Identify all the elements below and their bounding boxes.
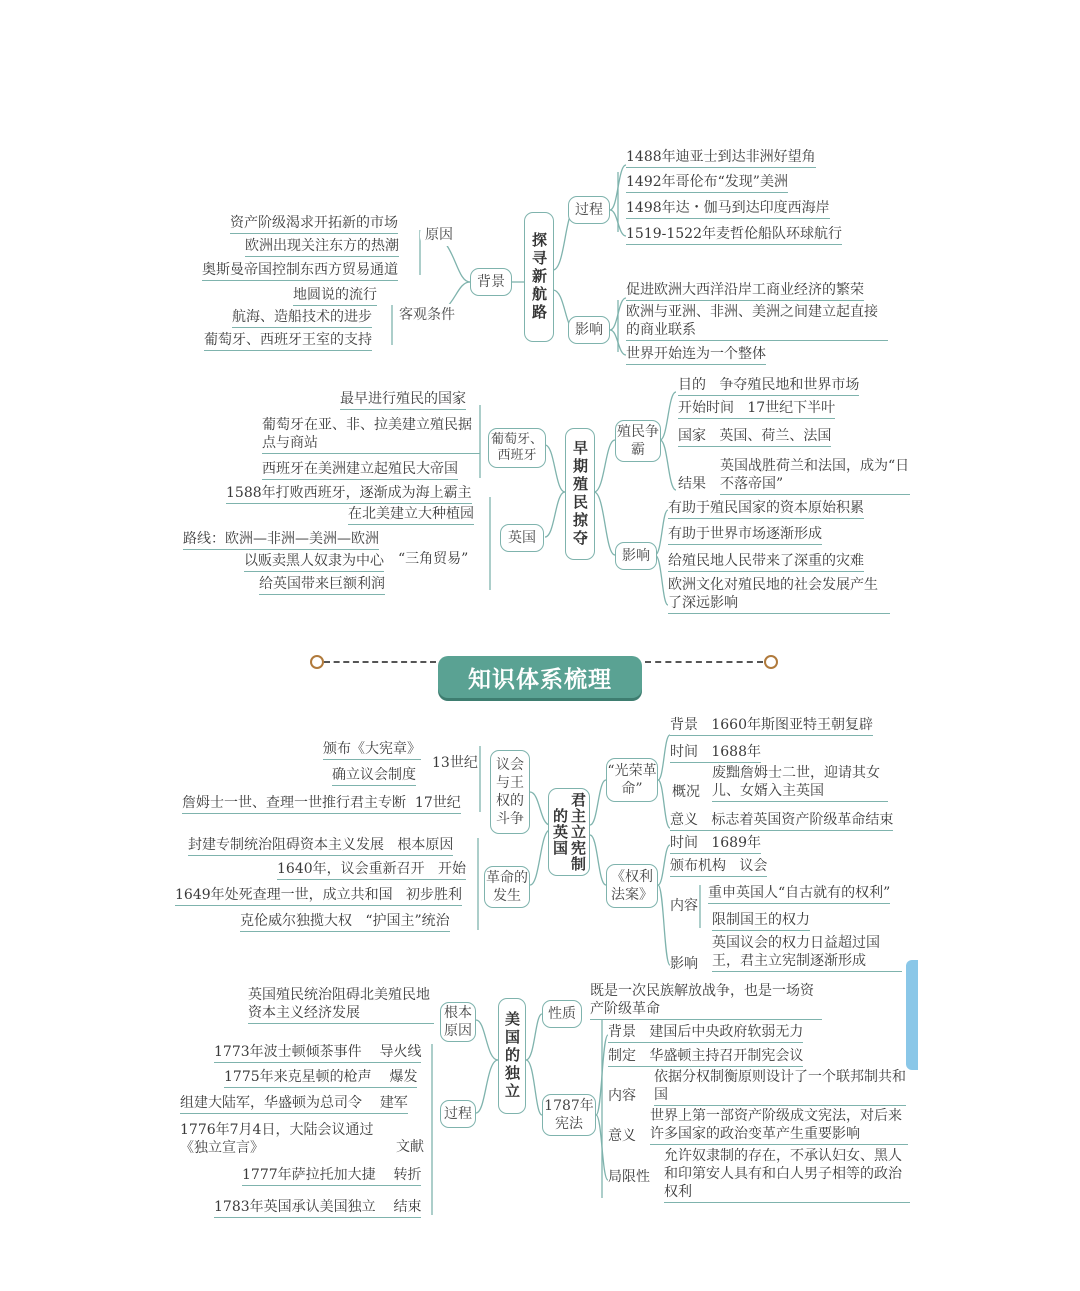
us-const-meaning-key: 意义 (608, 1128, 636, 1144)
uk-glor-row: 时间 1688年 (670, 743, 761, 763)
uk-rev-row: 克伦威尔独揽大权 “护国主”统治 (240, 912, 450, 932)
node-background: 背景 (470, 268, 512, 296)
node-constitution-1787: 1787年宪法 (542, 1094, 596, 1136)
col-pt-item: 葡萄牙在亚、非、拉美建立殖民据点与商站 (262, 416, 480, 454)
us-const-meaning: 世界上第一部资产阶级成文宪法，对后来许多国家的政治变革产生重要影响 (650, 1107, 908, 1145)
nav-process-item: 1488年迪亚士到达非洲好望角 (626, 148, 816, 168)
col-comp-row: 国家 英国、荷兰、法国 (678, 427, 831, 447)
nav-effect-item: 世界开始连为一个整体 (626, 345, 766, 365)
banner-right-dot (764, 655, 778, 669)
us-const-row: 制定 华盛顿主持召开制宪会议 (608, 1047, 803, 1067)
node-glorious-revolution: “光荣革命” (606, 758, 658, 802)
nav-cause-item: 奥斯曼帝国控制东西方贸易通道 (202, 261, 398, 281)
uk-bill-content-item: 重申英国人“自古就有的权利” (708, 884, 890, 904)
topic-constitutional-monarchy: 君主立宪制的英国 (548, 788, 590, 876)
nav-process-item: 1519-1522年麦哲伦船队环球航行 (626, 225, 842, 245)
node-root-cause: 根本原因 (440, 1002, 476, 1042)
node-bill-of-rights: 《权利法案》 (606, 864, 658, 908)
col-uk-item: 1588年打败西班牙，逐渐成为海上霸主 (226, 484, 472, 504)
col-comp-result-key: 结果 (678, 476, 706, 492)
uk-rev-row: 1649年处死查理一世，成立共和国 初步胜利 (175, 886, 462, 906)
uk-rev-row: 1640年，议会重新召开 开始 (277, 860, 466, 880)
col-effect-item: 有助于世界市场逐渐形成 (668, 525, 822, 545)
us-proc-row: 1775年来克星顿的枪声 爆发 (224, 1068, 417, 1088)
us-proc-declaration: 1776年7月4日，大陆会议通过《独立宣言》 (180, 1122, 374, 1156)
banner-right-dash (645, 661, 763, 663)
nav-cause-item: 资产阶级渴求开拓新的市场 (230, 214, 398, 234)
uk-13c-item: 颁布《大宪章》 (323, 740, 421, 760)
uk-rev-row: 封建专制统治阻碍资本主义发展 根本原因 (188, 836, 453, 856)
uk-bill-influence: 英国议会的权力日益超过国王，君主立宪制逐渐形成 (712, 934, 902, 972)
node-cause: 原因 (420, 224, 458, 246)
banner-left-dot (310, 655, 324, 669)
topic-us-independence: 美国的独立 (498, 998, 526, 1114)
col-uk-item: 以贩卖黑人奴隶为中心 (244, 552, 384, 572)
nav-cond-item: 地圆说的流行 (293, 286, 377, 306)
col-triangle-trade: “三角贸易” (398, 551, 469, 567)
us-nature-text: 既是一次民族解放战争，也是一场资产阶级革命 (590, 982, 822, 1020)
node-nature: 性质 (542, 1000, 582, 1028)
node-process: 过程 (568, 196, 610, 224)
us-proc-row: 1783年英国承认美国独立 结束 (214, 1198, 421, 1218)
node-conditions: 客观条件 (393, 304, 461, 326)
banner-left-dash (324, 661, 436, 663)
us-const-content: 依据分权制衡原则设计了一个联邦制共和国 (654, 1068, 906, 1106)
uk-glor-overview: 废黜詹姆士二世，迎请其女儿、女婿入主英国 (712, 764, 888, 802)
section-banner: 知识体系梳理 (438, 656, 642, 698)
uk-13c-item: 确立议会制度 (332, 766, 416, 786)
uk-glor-overview-key: 概况 (672, 784, 700, 800)
node-us-process: 过程 (440, 1100, 476, 1128)
us-const-row: 背景 建国后中央政府软弱无力 (608, 1023, 803, 1043)
uk-bill-row: 时间 1689年 (670, 834, 761, 854)
node-col-effect: 影响 (615, 542, 657, 570)
us-const-content-key: 内容 (608, 1088, 636, 1104)
col-comp-row: 目的 争夺殖民地和世界市场 (678, 376, 859, 396)
node-portugal-spain: 葡萄牙、西班牙 (488, 428, 546, 468)
nav-cond-item: 航海、造船技术的进步 (232, 308, 372, 328)
uk-bill-row: 颁布机构 议会 (670, 857, 767, 877)
uk-bill-content-key: 内容 (670, 898, 698, 914)
us-proc-row: 组建大陆军，华盛顿为总司令 建军 (180, 1094, 408, 1114)
uk-glor-row: 背景 1660年斯图亚特王朝复辟 (670, 716, 873, 736)
col-pt-item: 最早进行殖民的国家 (340, 390, 466, 410)
col-effect-item: 有助于殖民国家的资本原始积累 (668, 499, 864, 519)
uk-bill-content-item: 限制国王的权力 (712, 911, 810, 931)
node-revolution: 革命的发生 (484, 866, 530, 908)
us-proc-row: 1773年波士顿倾茶事件 导火线 (214, 1043, 421, 1063)
us-root-text: 英国殖民统治阻碍北美殖民地资本主义经济发展 (248, 986, 434, 1024)
col-pt-item: 西班牙在美洲建立起殖民大帝国 (262, 460, 458, 480)
nav-process-item: 1498年达・伽马到达印度西海岸 (626, 199, 830, 219)
nav-effect-item: 促进欧洲大西洋沿岸工商业经济的繁荣 (626, 281, 864, 301)
uk-bill-influence-key: 影响 (670, 956, 698, 972)
node-britain: 英国 (500, 524, 544, 552)
uk-17c-item: 詹姆士一世、查理一世推行君主专断 17世纪 (182, 794, 461, 814)
nav-process-item: 1492年哥伦布“发现”美洲 (626, 173, 788, 193)
page-edge-tab (906, 960, 918, 1070)
uk-13c-label: 13世纪 (432, 755, 478, 771)
col-comp-result: 英国战胜荷兰和法国，成为“日不落帝国” (720, 457, 910, 495)
node-effect: 影响 (568, 316, 610, 344)
us-proc-row: 1777年萨拉托加大捷 转折 (242, 1166, 421, 1186)
topic-early-colonial-plunder: 早期殖民掠夺 (565, 428, 595, 560)
node-colonial-competition: 殖民争霸 (615, 420, 661, 462)
col-effect-item: 欧洲文化对殖民地的社会发展产生了深远影响 (668, 576, 890, 614)
node-parliament-struggle: 议会与王权的斗争 (490, 750, 530, 834)
uk-glor-row: 意义 标志着英国资产阶级革命结束 (670, 811, 893, 831)
nav-effect-item: 欧洲与亚洲、非洲、美洲之间建立起直接的商业联系 (626, 303, 888, 341)
us-const-limit-key: 局限性 (608, 1169, 650, 1185)
col-uk-item: 路线：欧洲—非洲—美洲—欧洲 (183, 530, 379, 550)
nav-cond-item: 葡萄牙、西班牙王室的支持 (204, 331, 372, 351)
us-const-limit: 允许奴隶制的存在，不承认妇女、黑人和印第安人具有和白人男子相等的政治权利 (664, 1147, 910, 1203)
col-comp-row: 开始时间 17世纪下半叶 (678, 399, 835, 419)
nav-cause-item: 欧洲出现关注东方的热潮 (245, 237, 399, 257)
col-uk-item: 在北美建立大种植园 (348, 505, 474, 525)
col-effect-item: 给殖民地人民带来了深重的灾难 (668, 552, 864, 572)
us-proc-declaration-tag: 文献 (396, 1139, 424, 1155)
col-uk-item: 给英国带来巨额利润 (259, 575, 385, 595)
topic-new-sea-route: 探寻新航路 (524, 212, 554, 342)
